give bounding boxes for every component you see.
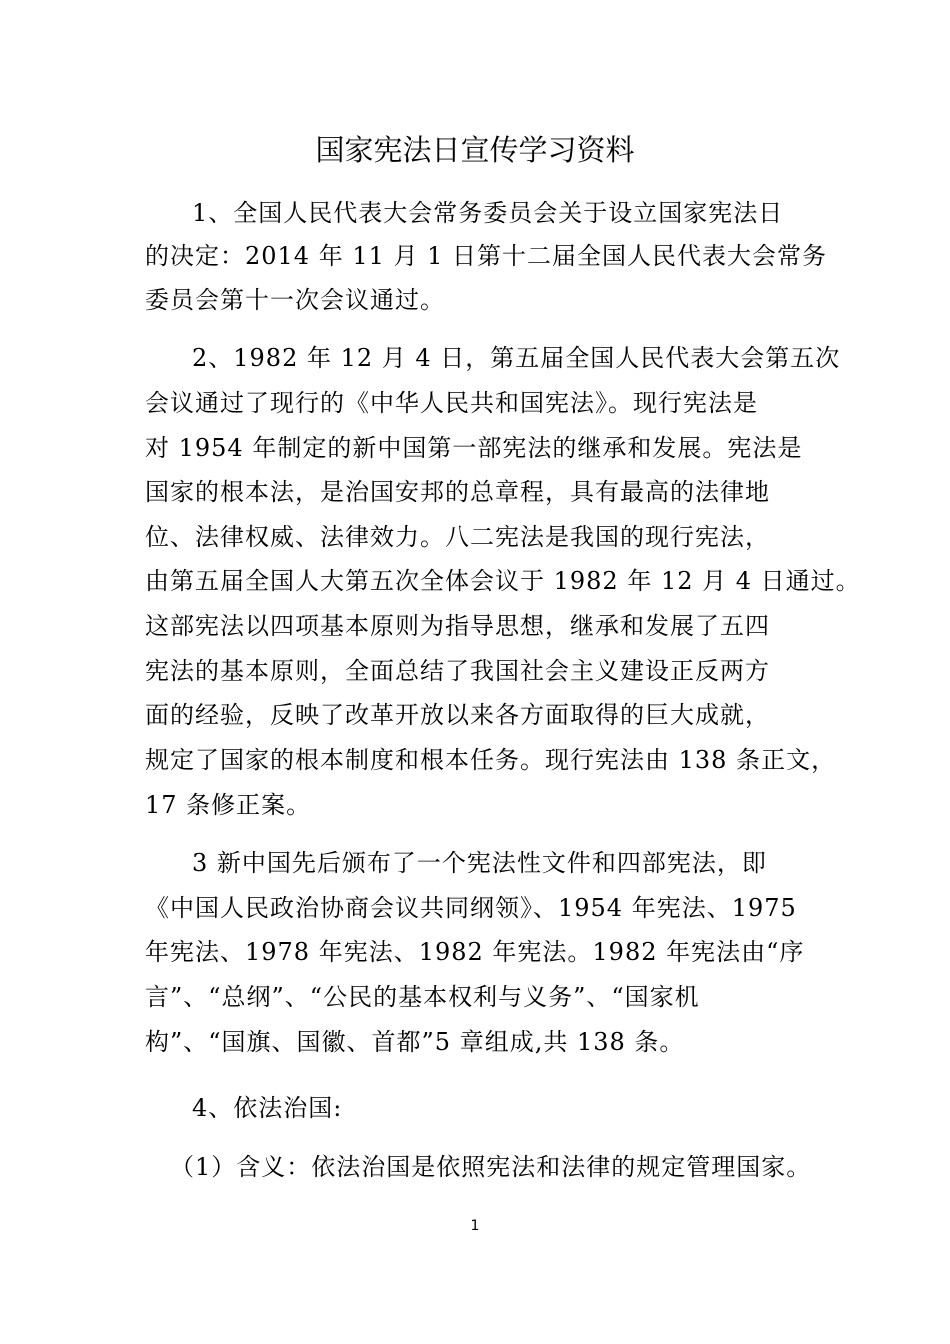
paragraph-1-line-2: 的决定：2014 年 11 月 1 日第十二届全国人民代表大会常务	[145, 242, 828, 270]
paragraph-3-line-2: 《中国人民政治协商会议共同纲领》、1954 年宪法、1975	[145, 894, 797, 922]
paragraph-1-line-1: 1、全国人民代表大会常务委员会关于设立国家宪法日	[192, 199, 784, 227]
paragraph-3-line-3: 年宪法、1978 年宪法、1982 年宪法。1982 年宪法由“序	[145, 938, 805, 966]
paragraph-4-line-1: 4、依法治国:	[192, 1094, 343, 1122]
paragraph-3-line-1: 3 新中国先后颁布了一个宪法性文件和四部宪法，即	[192, 849, 767, 877]
paragraph-5-line-1: （1）含义：依法治国是依照宪法和法律的规定管理国家。	[170, 1153, 812, 1181]
paragraph-2-line-2: 会议通过了现行的《中华人民共和国宪法》。现行宪法是	[145, 389, 758, 417]
paragraph-2-line-5: 位、法律权威、法律效力。八二宪法是我国的现行宪法，	[145, 523, 770, 551]
paragraph-2-line-3: 对 1954 年制定的新中国第一部宪法的继承和发展。宪法是	[145, 434, 803, 462]
paragraph-2-line-8: 宪法的基本原则，全面总结了我国社会主义建设正反两方	[145, 657, 770, 685]
paragraph-2-line-9: 面的经验，反映了改革开放以来各方面取得的巨大成就，	[145, 701, 770, 729]
paragraph-3-line-4: 言”、“总纲”、“公民的基本权利与义务”、“国家机	[145, 983, 700, 1011]
paragraph-1-line-3: 委员会第十一次会议通过。	[145, 286, 445, 314]
paragraph-2-line-4: 国家的根本法，是治国安邦的总章程，具有最高的法律地	[145, 478, 770, 506]
paragraph-2-line-7: 这部宪法以四项基本原则为指导思想，继承和发展了五四	[145, 612, 770, 640]
paragraph-3-line-5: 构”、“国旗、国徽、首都”5 章组成,共 138 条。	[145, 1028, 685, 1056]
document-title: 国家宪法日宣传学习资料	[315, 133, 635, 167]
paragraph-2-line-11: 17 条修正案。	[145, 791, 312, 819]
paragraph-2-line-6: 由第五届全国人大第五次全体会议于 1982 年 12 月 4 日通过。	[145, 567, 861, 595]
paragraph-2-line-1: 2、1982 年 12 月 4 日，第五届全国人民代表大会第五次	[192, 344, 841, 372]
paragraph-2-line-10: 规定了国家的根本制度和根本任务。现行宪法由 138 条正文，	[145, 746, 837, 774]
page-number: 1	[470, 1218, 480, 1234]
